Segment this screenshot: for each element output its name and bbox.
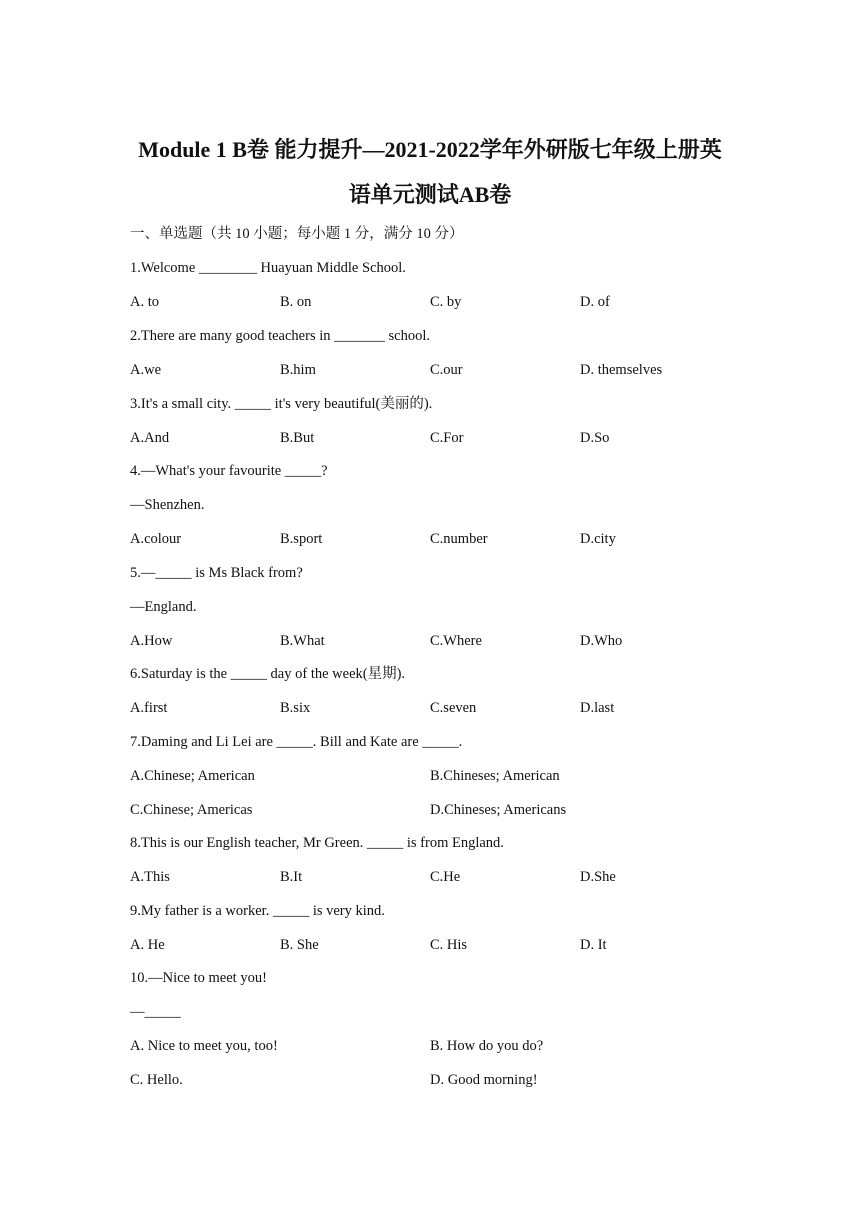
option-a: A.And [130,430,170,446]
question-answer-line: —England. [130,599,197,615]
option-a: A.How [130,633,173,649]
option-d: D. It [580,937,607,953]
option-c: C.number [430,531,488,547]
question-stem: 7.Daming and Li Lei are _____. Bill and Kate are _____. [130,734,463,750]
option-b: B.him [280,362,316,378]
option-a: A.Chinese; American [130,768,255,784]
question-stem: 6.Saturday is the _____ day of the week(星期). [130,666,406,682]
option-a: A.we [130,362,162,378]
option-b: B.sport [280,531,323,547]
question-stem: 2.There are many good teachers in _______ school. [130,328,430,344]
option-a: A. Nice to meet you, too! [130,1038,278,1054]
option-c: C.He [430,869,461,885]
option-c: C.seven [430,700,477,716]
option-c: C.Chinese; Americas [130,802,253,818]
option-d: D.Chineses; Americans [430,802,567,818]
question-stem: 8.This is our English teacher, Mr Green. _____ is from England. [130,835,504,851]
question-stem: 10.—Nice to meet you! [130,970,267,986]
option-b: B.What [280,633,325,649]
option-a: A.first [130,700,168,716]
option-b: B.It [280,869,303,885]
option-a: A.colour [130,531,182,547]
question-stem: 1.Welcome ________ Huayuan Middle School. [130,260,406,276]
document-title-line2: 语单元测试AB卷 [348,182,512,207]
option-b: B.six [280,700,311,716]
question-stem: 3.It's a small city. _____ it's very beautiful(美丽的). [130,396,433,412]
option-c: C. by [430,294,462,310]
question-answer-line: —_____ [130,1004,181,1020]
option-b: B.But [280,430,315,446]
option-c: C.our [430,362,463,378]
option-a: A. He [130,937,165,953]
option-c: C.Where [430,633,482,649]
option-d: D.Who [580,633,623,649]
option-d: D. themselves [580,362,663,378]
option-b: B. on [280,294,312,310]
question-answer-line: —Shenzhen. [130,497,205,513]
option-c: C. Hello. [130,1072,183,1088]
option-b: B. She [280,937,319,953]
option-d: D.She [580,869,616,885]
option-d: D.last [580,700,615,716]
option-b: B.Chineses; American [430,768,560,784]
document-title-line1: Module 1 B卷 能力提升—2021-2022学年外研版七年级上册英 [138,137,722,162]
option-d: D.So [580,430,610,446]
option-b: B. How do you do? [430,1038,544,1054]
question-stem: 5.—_____ is Ms Black from? [130,565,303,581]
question-stem: 9.My father is a worker. _____ is very kind. [130,903,385,919]
option-c: C. His [430,937,468,953]
section-header: 一、单选题（共 10 小题；每小题 1 分，满分 10 分） [130,226,464,242]
option-d: D.city [580,531,616,547]
question-stem: 4.—What's your favourite _____? [130,463,328,479]
option-c: C.For [430,430,464,446]
option-a: A.This [130,869,170,885]
option-a: A. to [130,294,159,310]
option-d: D. Good morning! [430,1072,538,1088]
option-d: D. of [580,294,610,310]
